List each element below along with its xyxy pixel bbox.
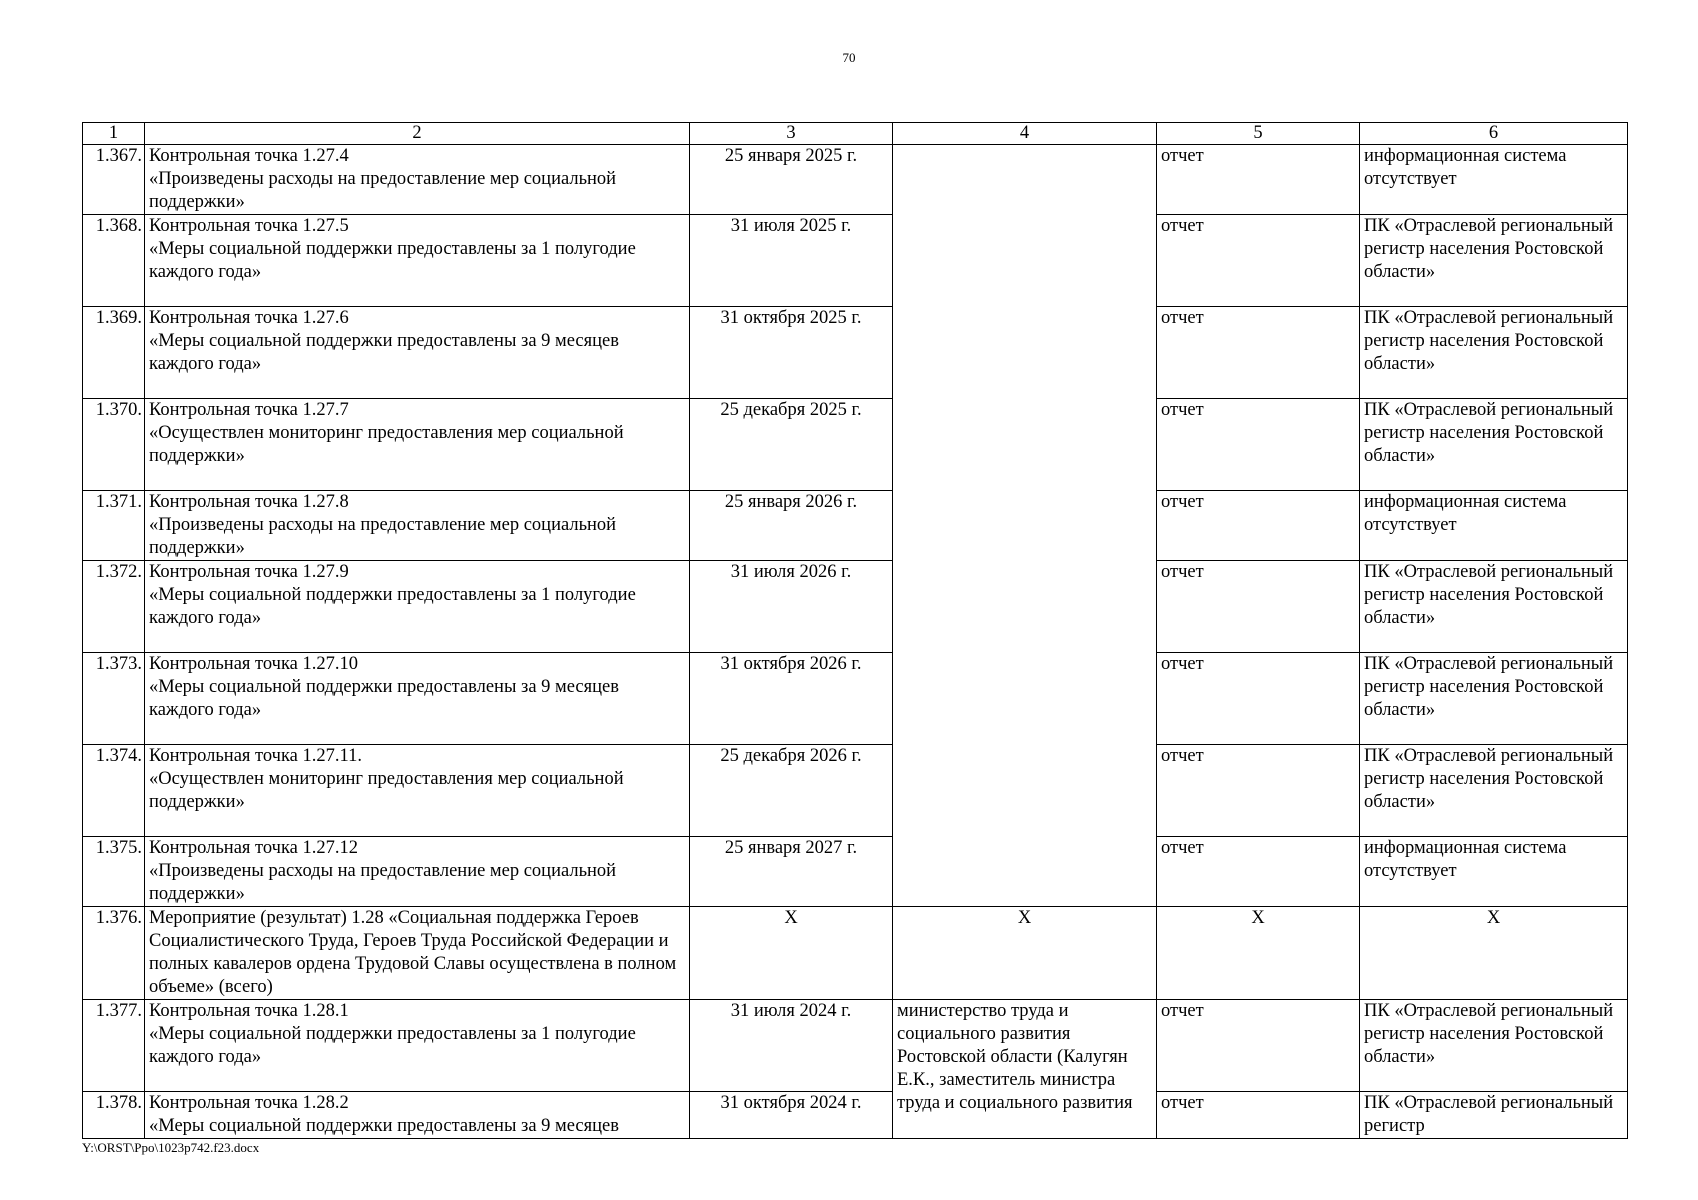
row-document: отчет [1157,399,1360,491]
row-number: 1.373. [83,653,145,745]
row-document: отчет [1157,653,1360,745]
table-row [83,561,1628,653]
control-point-text: «Произведены расходы на предоставление мер социальной поддержки» [149,861,617,904]
control-point-title: Контрольная точка 1.27.11. [149,746,362,766]
row-information-system: ПК «Отраслевой региональный регистр населения Ростовской области» [1360,561,1628,653]
row-number: 1.377. [83,1000,145,1092]
page-number: 70 [842,50,856,65]
row-date: 25 января 2025 г. [690,145,893,215]
activity-title: Мероприятие (результат) 1.28 «Социальная поддержка Героев Социалистического Труда, Героев Труда Российской Федерации и полных кавалеров ордена Трудовой Славы осуществлена в полном объеме» (всего) [149,908,677,997]
row-information-system: информационная система отсутствует [1360,491,1628,561]
column-header-row [83,123,1628,145]
row-description [145,907,690,1000]
table-row [83,837,1628,907]
row-date: 25 декабря 2025 г. [690,399,893,491]
control-point-text: «Меры социальной поддержки предоставлены за 9 месяцев [149,1116,619,1136]
row-document: отчет [1157,491,1360,561]
column-header: 2 [145,123,690,145]
control-point-text: «Произведены расходы на предоставление мер социальной поддержки» [149,515,617,558]
row-date: X [690,907,893,1000]
row-information-system: X [1360,907,1628,1000]
row-document: X [1157,907,1360,1000]
control-point-text: «Осуществлен мониторинг предоставления мер социальной поддержки» [149,423,624,466]
control-point-title: Контрольная точка 1.28.1 [149,1001,349,1021]
control-point-text: «Меры социальной поддержки предоставлены за 1 полугодие каждого года» [149,239,636,282]
column-header: 4 [893,123,1157,145]
row-date: 31 июля 2025 г. [690,215,893,307]
row-number: 1.372. [83,561,145,653]
control-point-text: «Осуществлен мониторинг предоставления мер социальной поддержки» [149,769,624,812]
row-number: 1.376. [83,907,145,1000]
control-point-title: Контрольная точка 1.27.7 [149,400,349,420]
row-responsible: X [893,907,1157,1000]
table-row [83,145,1628,215]
row-description [145,491,690,561]
control-point-title: Контрольная точка 1.27.12 [149,838,359,858]
row-number: 1.374. [83,745,145,837]
control-point-title: Контрольная точка 1.27.10 [149,654,359,674]
row-description [145,561,690,653]
row-description [145,307,690,399]
column-header: 5 [1157,123,1360,145]
row-document: отчет [1157,1000,1360,1092]
control-point-title: Контрольная точка 1.27.8 [149,492,349,512]
row-responsible: министерство труда и социального развития Ростовской области (Калугян Е.К., заместитель министра труда и социального развития [893,1000,1157,1139]
table-row [83,745,1628,837]
control-point-title: Контрольная точка 1.27.4 [149,146,349,166]
control-point-title: Контрольная точка 1.27.5 [149,216,349,236]
row-description [145,745,690,837]
table-row [83,1000,1628,1092]
row-document: отчет [1157,561,1360,653]
control-point-title: Контрольная точка 1.27.6 [149,308,349,328]
control-point-text: «Меры социальной поддержки предоставлены за 9 месяцев каждого года» [149,677,619,720]
control-point-text: «Меры социальной поддержки предоставлены за 1 полугодие каждого года» [149,585,636,628]
table-row [83,907,1628,1000]
row-number: 1.367. [83,145,145,215]
control-point-text: «Меры социальной поддержки предоставлены за 1 полугодие каждого года» [149,1024,636,1067]
footer-file-path: Y:\ORST\Ppo\1023p742.f23.docx [82,1140,260,1155]
column-header: 3 [690,123,893,145]
row-document: отчет [1157,837,1360,907]
row-description [145,1000,690,1092]
control-point-title: Контрольная точка 1.28.2 [149,1093,349,1113]
row-information-system: информационная система отсутствует [1360,837,1628,907]
control-point-text: «Произведены расходы на предоставление мер социальной поддержки» [149,169,617,212]
row-description [145,215,690,307]
row-description [145,145,690,215]
row-information-system: ПК «Отраслевой региональный регистр [1360,1092,1628,1139]
row-description [145,1092,690,1139]
row-date: 25 января 2026 г. [690,491,893,561]
column-header: 1 [83,123,145,145]
row-date: 25 января 2027 г. [690,837,893,907]
row-date: 31 июля 2024 г. [690,1000,893,1092]
row-number: 1.378. [83,1092,145,1139]
row-date: 31 октября 2026 г. [690,653,893,745]
row-document: отчет [1157,215,1360,307]
row-description [145,653,690,745]
control-point-title: Контрольная точка 1.27.9 [149,562,349,582]
row-information-system: ПК «Отраслевой региональный регистр населения Ростовской области» [1360,653,1628,745]
row-document: отчет [1157,1092,1360,1139]
row-number: 1.370. [83,399,145,491]
table-row [83,653,1628,745]
row-date: 31 июля 2026 г. [690,561,893,653]
row-document: отчет [1157,145,1360,215]
row-number: 1.375. [83,837,145,907]
control-points-table [82,122,1628,1139]
table-row [83,307,1628,399]
row-document: отчет [1157,307,1360,399]
row-date: 31 октября 2025 г. [690,307,893,399]
row-information-system: ПК «Отраслевой региональный регистр населения Ростовской области» [1360,215,1628,307]
control-point-text: «Меры социальной поддержки предоставлены за 9 месяцев каждого года» [149,331,619,374]
table-row [83,491,1628,561]
row-number: 1.369. [83,307,145,399]
row-information-system: ПК «Отраслевой региональный регистр населения Ростовской области» [1360,745,1628,837]
row-document: отчет [1157,745,1360,837]
row-number: 1.371. [83,491,145,561]
row-information-system: ПК «Отраслевой региональный регистр населения Ростовской области» [1360,1000,1628,1092]
row-information-system: информационная система отсутствует [1360,145,1628,215]
responsible-empty-cell [893,145,1157,907]
row-description [145,837,690,907]
table-row [83,1092,1628,1139]
row-information-system: ПК «Отраслевой региональный регистр населения Ростовской области» [1360,399,1628,491]
table-row [83,215,1628,307]
row-date: 25 декабря 2026 г. [690,745,893,837]
row-description [145,399,690,491]
row-date: 31 октября 2024 г. [690,1092,893,1139]
table-row [83,399,1628,491]
column-header: 6 [1360,123,1628,145]
row-number: 1.368. [83,215,145,307]
row-information-system: ПК «Отраслевой региональный регистр населения Ростовской области» [1360,307,1628,399]
